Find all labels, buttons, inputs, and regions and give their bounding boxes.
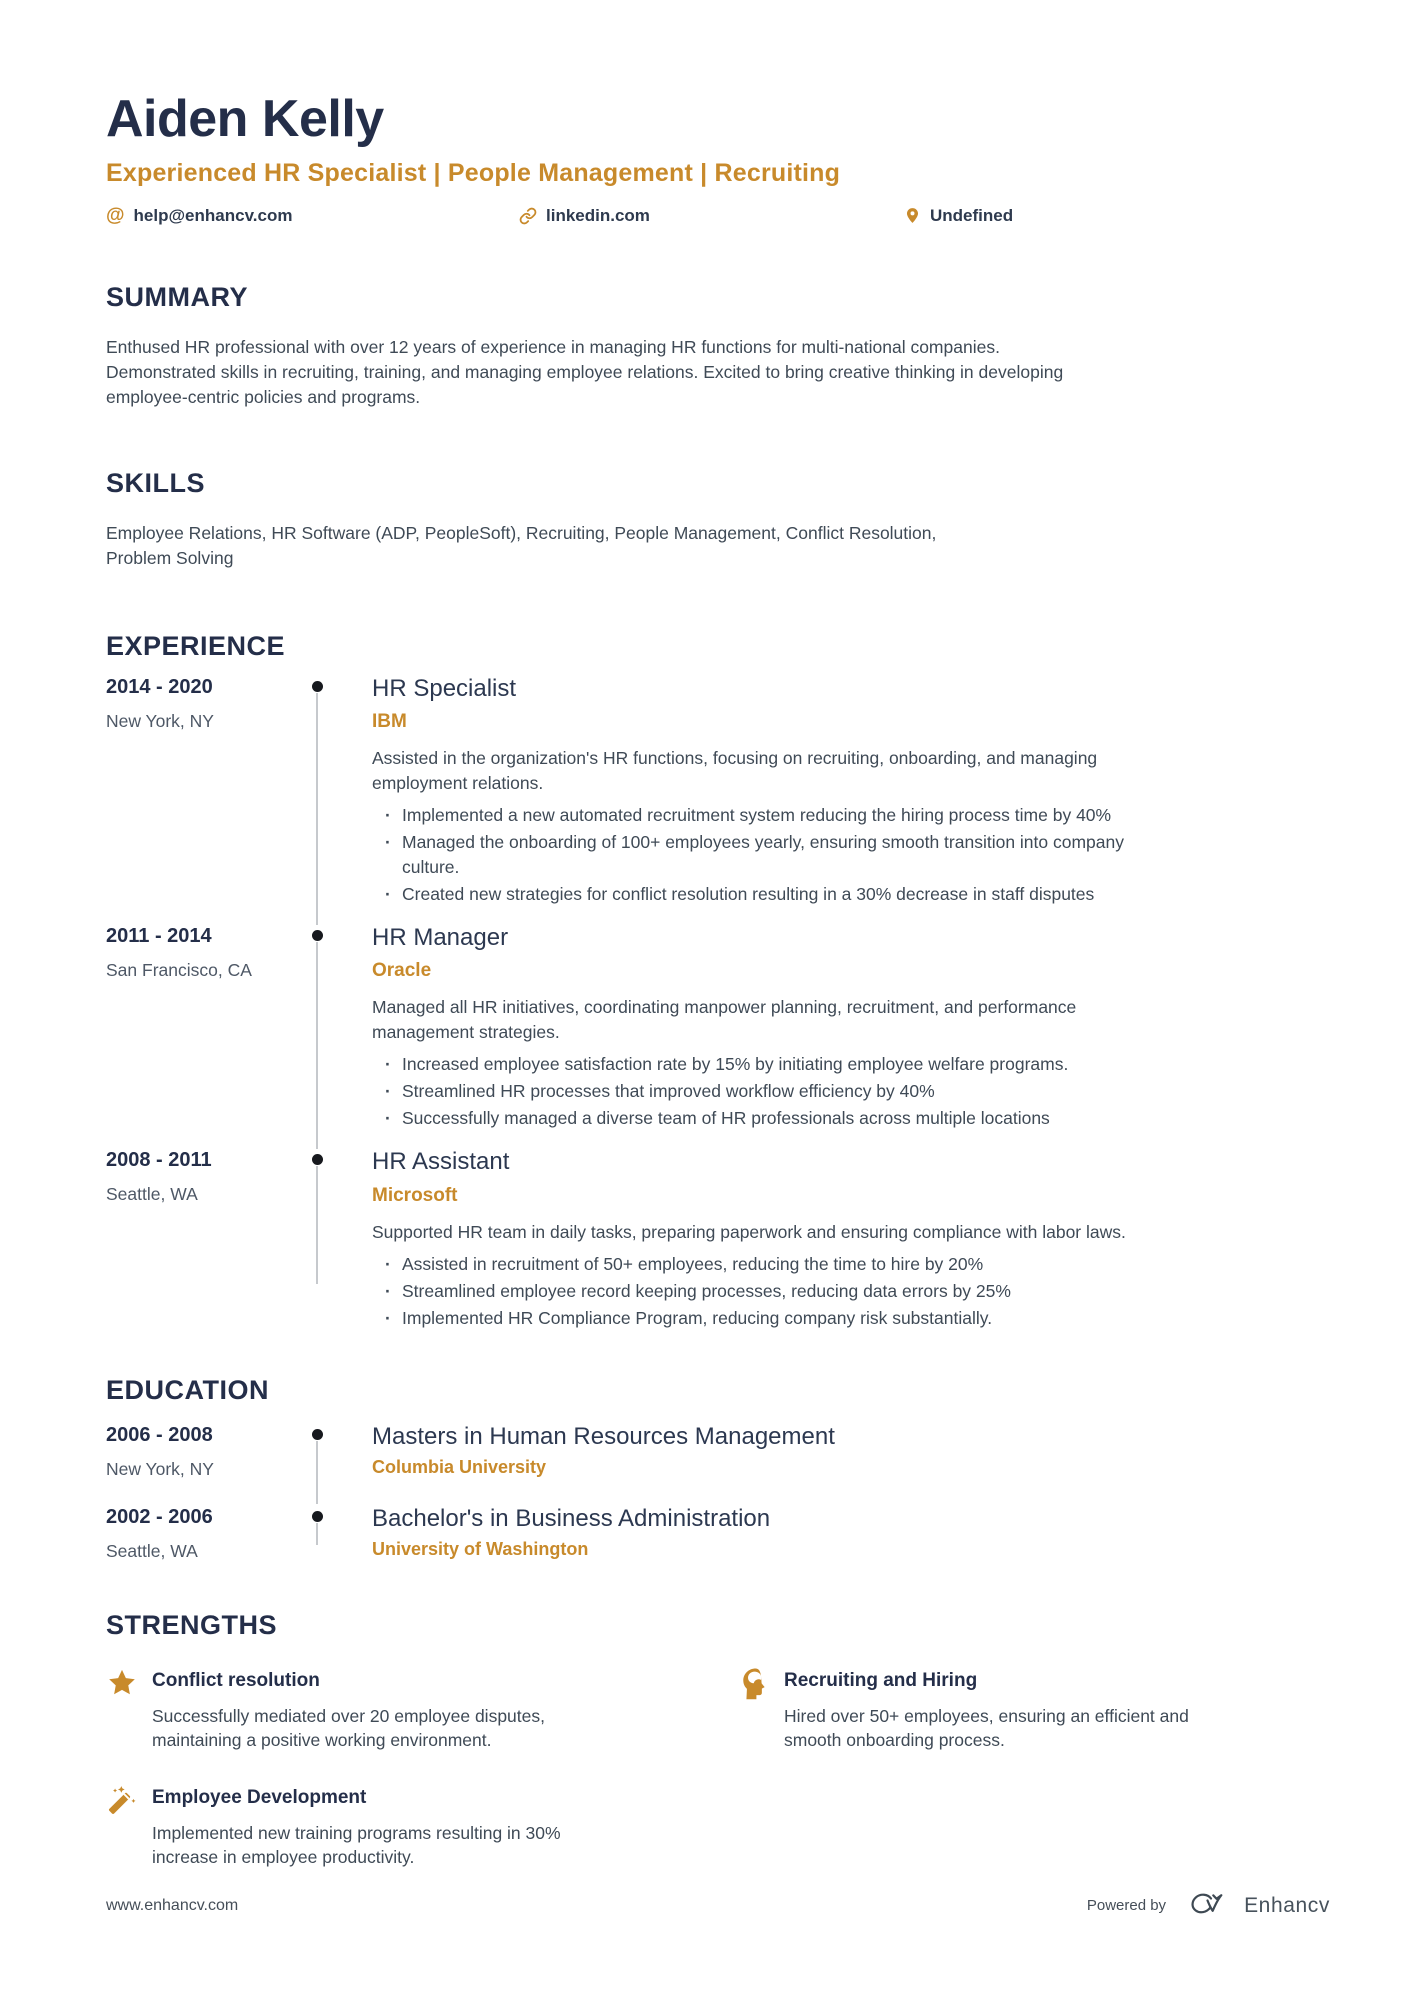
job-bullet: · Successfully managed a diverse team of HR professionals across multiple locations bbox=[372, 1106, 1162, 1131]
head-icon bbox=[738, 1665, 784, 1752]
strength-body bbox=[152, 1665, 698, 1752]
enhancv-logo-icon bbox=[1182, 1890, 1228, 1921]
strength-item bbox=[738, 1665, 1330, 1752]
timeline bbox=[306, 1149, 328, 1330]
degree-title: Bachelor's in Business Administration bbox=[372, 1504, 771, 1532]
job-bullet: · Implemented a new automated recruitment system reducing the hiring process time by 40% bbox=[372, 803, 1162, 828]
person-name: Aiden Kelly bbox=[106, 90, 384, 148]
contact-linkedin[interactable] bbox=[519, 206, 904, 226]
job-bullets bbox=[372, 1252, 1162, 1331]
star-icon bbox=[106, 1665, 152, 1752]
strength-item bbox=[106, 1665, 698, 1752]
resume-header bbox=[106, 92, 1330, 226]
skills-text: Employee Relations, HR Software (ADP, PeopleSoft), Recruiting, People Management, Conflict Resolution, Problem Solving bbox=[106, 522, 937, 568]
degree-title: Masters in Human Resources Management bbox=[372, 1422, 835, 1450]
education-entry bbox=[106, 1506, 1330, 1562]
website-link[interactable]: www.enhancv.com bbox=[106, 1896, 239, 1914]
contact-email[interactable] bbox=[106, 206, 519, 226]
experience-entry-content bbox=[328, 925, 1330, 1131]
job-bullet: · Streamlined HR processes that improved workflow efficiency by 40% bbox=[372, 1079, 1162, 1104]
powered-by-block bbox=[1087, 1890, 1330, 1921]
timeline bbox=[306, 925, 328, 1131]
summary-heading: SUMMARY bbox=[106, 281, 248, 312]
strength-title: Employee Development bbox=[152, 1786, 367, 1808]
experience-location: New York, NY bbox=[106, 710, 214, 731]
experience-entry bbox=[106, 676, 1330, 907]
experience-entry-meta bbox=[106, 676, 306, 907]
at-icon: @ bbox=[106, 205, 125, 227]
job-title: HR Assistant bbox=[372, 1148, 510, 1176]
contact-location bbox=[904, 206, 1013, 226]
education-section bbox=[106, 1375, 1330, 1562]
timeline-dot bbox=[312, 1429, 323, 1440]
education-entry-meta bbox=[106, 1424, 306, 1480]
company-name: Oracle bbox=[372, 960, 432, 982]
education-heading: EDUCATION bbox=[106, 1374, 269, 1405]
strength-body bbox=[152, 1782, 698, 1869]
strength-title: Recruiting and Hiring bbox=[784, 1669, 978, 1691]
summary-section bbox=[106, 282, 1330, 410]
strength-text: Implemented new training programs resulting in 30% increase in employee productivity. bbox=[152, 1822, 561, 1867]
education-entry-meta bbox=[106, 1506, 306, 1562]
education-location: New York, NY bbox=[106, 1458, 214, 1479]
experience-entry bbox=[106, 925, 1330, 1131]
timeline-dot bbox=[312, 681, 323, 692]
contact-linkedin-text: linkedin.com bbox=[546, 205, 650, 225]
education-dates: 2006 - 2008 bbox=[106, 1423, 213, 1446]
education-location: Seattle, WA bbox=[106, 1540, 198, 1561]
job-bullet: · Implemented HR Compliance Program, reducing company risk substantially. bbox=[372, 1306, 1162, 1331]
education-entry-content bbox=[328, 1424, 1330, 1480]
timeline-line bbox=[316, 1166, 318, 1284]
experience-dates: 2011 - 2014 bbox=[106, 924, 212, 947]
timeline-line bbox=[316, 942, 318, 1149]
company-name: IBM bbox=[372, 710, 407, 732]
experience-entry-meta bbox=[106, 925, 306, 1131]
school-name: University of Washington bbox=[372, 1539, 589, 1560]
education-entry-content bbox=[328, 1506, 1330, 1562]
job-description: Assisted in the organization's HR functions, focusing on recruiting, onboarding, and managing employment relations. bbox=[372, 747, 1098, 793]
job-bullet: · Created new strategies for conflict resolution resulting in a 30% decrease in staff disputes bbox=[372, 882, 1162, 907]
job-description: Managed all HR initiatives, coordinating manpower planning, recruitment, and performance management strategies. bbox=[372, 997, 1077, 1043]
strength-text: Successfully mediated over 20 employee disputes, maintaining a positive working environment. bbox=[152, 1705, 545, 1750]
skills-section bbox=[106, 468, 1330, 571]
strength-title: Conflict resolution bbox=[152, 1669, 320, 1691]
experience-section bbox=[106, 631, 1330, 1331]
experience-entry-content bbox=[328, 676, 1330, 907]
company-name: Microsoft bbox=[372, 1184, 458, 1206]
strength-text: Hired over 50+ employees, ensuring an efficient and smooth onboarding process. bbox=[784, 1705, 1189, 1750]
experience-entry bbox=[106, 1149, 1330, 1330]
experience-entry-content bbox=[328, 1149, 1330, 1330]
strengths-section bbox=[106, 1610, 1330, 1869]
timeline-dot bbox=[312, 1154, 323, 1165]
job-bullet: · Managed the onboarding of 100+ employees yearly, ensuring smooth transition into company culture. bbox=[372, 830, 1162, 880]
job-title: HR Manager bbox=[372, 923, 509, 951]
timeline-line bbox=[316, 1441, 318, 1504]
powered-by-label: Powered by bbox=[1086, 1897, 1167, 1914]
link-icon bbox=[519, 207, 537, 225]
timeline bbox=[306, 676, 328, 907]
contact-location-text: Undefined bbox=[930, 205, 1014, 225]
timeline-line bbox=[316, 693, 318, 925]
experience-heading: EXPERIENCE bbox=[106, 630, 286, 661]
page-footer bbox=[106, 1890, 1330, 1921]
job-title: HR Specialist bbox=[372, 674, 517, 702]
timeline bbox=[306, 1424, 328, 1480]
experience-location: San Francisco, CA bbox=[106, 959, 252, 980]
job-bullets bbox=[372, 1052, 1162, 1131]
timeline-dot bbox=[312, 930, 323, 941]
skills-heading: SKILLS bbox=[106, 467, 206, 498]
job-bullet: · Increased employee satisfaction rate by 15% by initiating employee welfare programs. bbox=[372, 1052, 1162, 1077]
job-bullets bbox=[372, 803, 1162, 907]
summary-text: Enthused HR professional with over 12 years of experience in managing HR functions for multi-national companies. Demonstrated skills in recruiting, training, and managing employee relations. Excited to bring creative thinking in developing employee-centric policies and programs. bbox=[106, 336, 1064, 407]
person-tagline: Experienced HR Specialist | People Management | Recruiting bbox=[106, 158, 841, 187]
timeline bbox=[306, 1506, 328, 1562]
strength-item bbox=[106, 1782, 698, 1869]
job-description: Supported HR team in daily tasks, preparing paperwork and ensuring compliance with labor laws. bbox=[372, 1221, 1126, 1242]
school-name: Columbia University bbox=[372, 1457, 547, 1478]
enhancv-brand-text: Enhancv bbox=[1244, 1893, 1330, 1917]
timeline-line bbox=[316, 1523, 318, 1545]
magic-wand-icon bbox=[106, 1782, 152, 1869]
education-dates: 2002 - 2006 bbox=[106, 1505, 213, 1528]
job-bullet: · Streamlined employee record keeping processes, reducing data errors by 25% bbox=[372, 1279, 1162, 1304]
job-bullet: · Assisted in recruitment of 50+ employees, reducing the time to hire by 20% bbox=[372, 1252, 1162, 1277]
experience-location: Seattle, WA bbox=[106, 1184, 198, 1205]
contact-row bbox=[106, 206, 1330, 226]
strengths-grid bbox=[106, 1665, 1330, 1869]
experience-entry-meta bbox=[106, 1149, 306, 1330]
experience-dates: 2014 - 2020 bbox=[106, 675, 213, 698]
location-pin-icon bbox=[904, 206, 921, 225]
experience-dates: 2008 - 2011 bbox=[106, 1149, 212, 1172]
strengths-heading: STRENGTHS bbox=[106, 1609, 278, 1640]
contact-email-text: help@enhancv.com bbox=[133, 205, 293, 225]
timeline-dot bbox=[312, 1511, 323, 1522]
strength-body bbox=[784, 1665, 1330, 1752]
education-entry bbox=[106, 1424, 1330, 1480]
